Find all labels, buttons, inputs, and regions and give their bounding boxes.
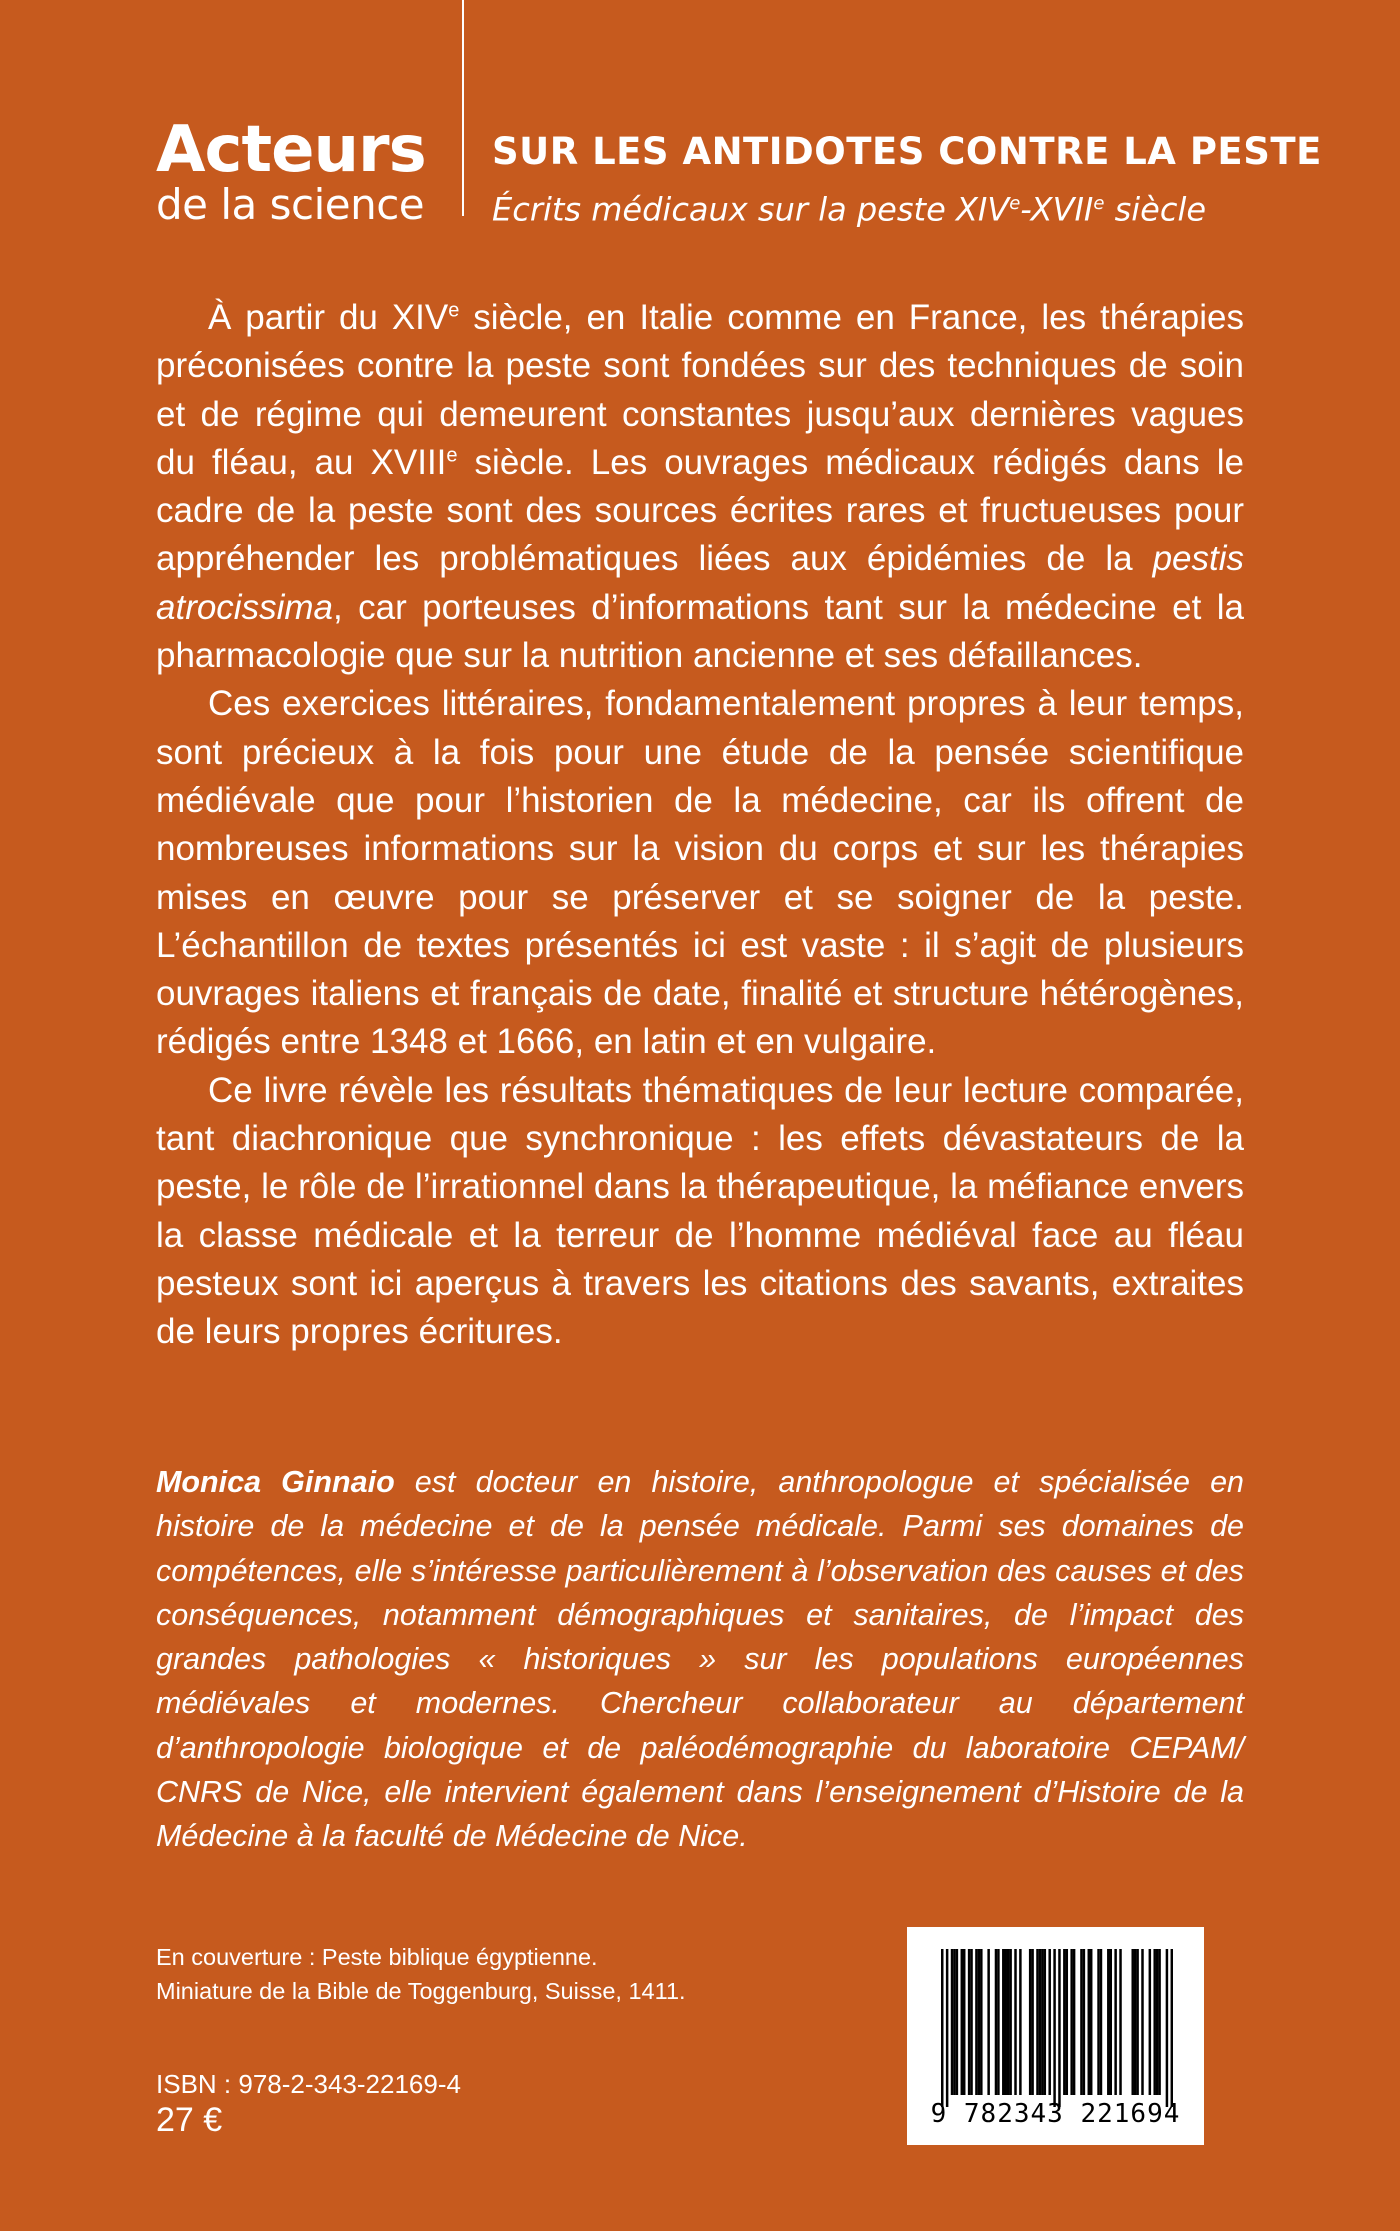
barcode-bar [1166, 1949, 1168, 2107]
series-name: Acteurs [156, 113, 426, 187]
barcode-bar [1088, 1949, 1090, 2095]
barcode-bar [1136, 1949, 1138, 2095]
barcode-bar [961, 1949, 963, 2095]
cover-credit [156, 1940, 686, 2008]
summary-paragraph-2: Ces exercices littéraires, fondamentalement propres à leur temps, sont précieux à la fois pour une étude de la pensée scientifique médiévale que pour l’historien de la médecine, car ils offrent de nombreuses informations sur la vision du corps et sur les thérapies mises en œuvre pour se préserver et se soigner de la peste. L’échantillon de textes présentés ici est vaste : il s’agit de plusieurs ouvrages italiens et français de date, finalité et structure hétérogènes, rédigés entre 1348 et 1666, en latin et en vulgaire. [156, 684, 1244, 1062]
barcode-bar [997, 1949, 999, 2095]
barcode-bar [1004, 1949, 1006, 2095]
barcode-bar [953, 1949, 955, 2095]
book-title: SUR LES ANTIDOTES CONTRE LA PESTE [492, 130, 1322, 173]
barcode-bar [1141, 1949, 1143, 2095]
summary-text: siècle. Les ouvrages médicaux rédigés dans le cadre de la peste sont des sources écrites rares et fructueuses pour appréhender les problématiques liées aux épidémies de la [156, 442, 1244, 579]
author-name: Monica Ginnaio [156, 1465, 395, 1499]
barcode-bar [1058, 1949, 1060, 2107]
barcode-bar [1158, 1949, 1160, 2095]
barcode-bar [1134, 1949, 1136, 2095]
barcode-bar [995, 1949, 997, 2095]
barcode-bar [1097, 1949, 1099, 2095]
subtitle-part: -XVII [1020, 190, 1094, 229]
barcode-bar [1090, 1949, 1092, 2095]
barcode-bar [970, 1949, 972, 2095]
barcode-bar [1070, 1949, 1072, 2095]
summary-text: , car porteuses d’informations tant sur la médecine et la pharmacologie que sur la nutrition ancienne et ses défaillances. [156, 587, 1244, 676]
barcode-bars [941, 1949, 1173, 2109]
barcode-bar [1110, 1949, 1112, 2095]
summary-text: À partir du XIV [208, 298, 449, 337]
header-divider [462, 0, 464, 216]
barcode-bar [1083, 1949, 1085, 2095]
barcode-bar [980, 1949, 982, 2095]
series-subtitle: de la science [156, 180, 425, 229]
barcode-bar [1080, 1949, 1082, 2095]
barcode-bar [1048, 1949, 1050, 2095]
barcode-bar [1019, 1949, 1021, 2095]
barcode-bar [1031, 1949, 1033, 2095]
barcode-bar [963, 1949, 965, 2095]
author-bio-text: est docteur en histoire, anthropologue et spécialisée en histoire de la médecine et de la pensée médicale. Parmi ses domaines de compétences, elle s’intéresse particulièrement à l’observation des causes et des conséquences, notamment démographiques et sanitaires, de l’impact des grandes pathologies « historiques » sur les populations européennes médiévales et modernes. Chercheur collaborateur au département d’anthropologie biologique et de paléodémographie du laboratoire CEPAM/ CNRS de Nice, elle intervient également dans l’enseignement d’Histoire de la Médecine à la faculté de Médecine de Nice. [156, 1465, 1244, 1854]
summary-superscript: e [446, 444, 458, 467]
barcode-bar [941, 1949, 943, 2107]
barcode-bar [1053, 1949, 1055, 2107]
cover-credit-line-2: Miniature de la Bible de Toggenburg, Suisse, 1411. [156, 1978, 686, 2004]
barcode-bar [1007, 1949, 1009, 2095]
barcode-bar [1171, 1949, 1173, 2107]
summary-superscript: e [448, 299, 460, 322]
subtitle-part: Écrits médicaux sur la peste XIV [492, 190, 1010, 229]
barcode-bar [1119, 1949, 1121, 2095]
barcode-bar [1114, 1949, 1116, 2095]
barcode-bar [968, 1949, 970, 2095]
barcode-bar [1029, 1949, 1031, 2095]
barcode-bar [1014, 1949, 1016, 2095]
series-logo [156, 113, 446, 229]
subtitle-superscript: e [1009, 193, 1021, 214]
barcode-bar [1131, 1949, 1133, 2095]
barcode-bar [956, 1949, 958, 2095]
barcode-bar [1149, 1949, 1151, 2095]
barcode-bar [1156, 1949, 1158, 2095]
barcode-bar [1153, 1949, 1155, 2095]
subtitle-superscript: e [1093, 193, 1105, 214]
barcode-bar [1066, 1949, 1068, 2095]
barcode-bar [1041, 1949, 1043, 2095]
isbn: ISBN : 978-2-343-22169-4 [156, 2069, 461, 2099]
summary-paragraph-1 [156, 294, 1244, 680]
price: 27 € [156, 2101, 223, 2139]
barcode-bar [975, 1949, 977, 2095]
barcode-bar [978, 1949, 980, 2095]
author-bio [156, 1460, 1244, 1859]
barcode-bar [951, 1949, 953, 2095]
summary-text: siècle, en Italie comme en France, les thérapies préconisées contre la peste sont fondées sur des techniques de soin et de régime qui demeurent constantes jusqu’aux dernières vagues du fléau, au XVIII [156, 298, 1244, 482]
barcode-bar [946, 1949, 948, 2107]
barcode-bar [1107, 1949, 1109, 2095]
cover-credit-line-1: En couverture : Peste biblique égyptienne. [156, 1944, 598, 1970]
barcode-bar [1009, 1949, 1011, 2095]
barcode-bar [1036, 1949, 1038, 2095]
barcode-bar [1039, 1949, 1041, 2095]
barcode-bar [1073, 1949, 1075, 2095]
barcode-bar [987, 1949, 989, 2095]
barcode [907, 1927, 1204, 2145]
author-paragraph [156, 1460, 1244, 1859]
barcode-bar [1044, 1949, 1046, 2095]
book-summary [156, 294, 1244, 1357]
barcode-digits: 9 782343 221694 [930, 2099, 1181, 2129]
summary-paragraph-3: Ce livre révèle les résultats thématiques de leur lecture comparée, tant diachronique que synchronique : les effets dévastateurs de la peste, le rôle de l’irrationnel dans la thérapeutique, la méfiance envers la classe médicale et la terreur de l’homme médiéval face au fléau pesteux sont ici aperçus à travers les citations des savants, extraites de leurs propres écritures. [156, 1070, 1244, 1352]
barcode-bar [1002, 1949, 1004, 2095]
book-subtitle [492, 184, 1372, 230]
barcode-bar [1100, 1949, 1102, 2095]
barcode-bar [1063, 1949, 1065, 2095]
subtitle-part: siècle [1104, 190, 1207, 229]
summary-italic-term: pestis atrocissima [156, 539, 1244, 627]
book-title-block [492, 130, 1372, 230]
